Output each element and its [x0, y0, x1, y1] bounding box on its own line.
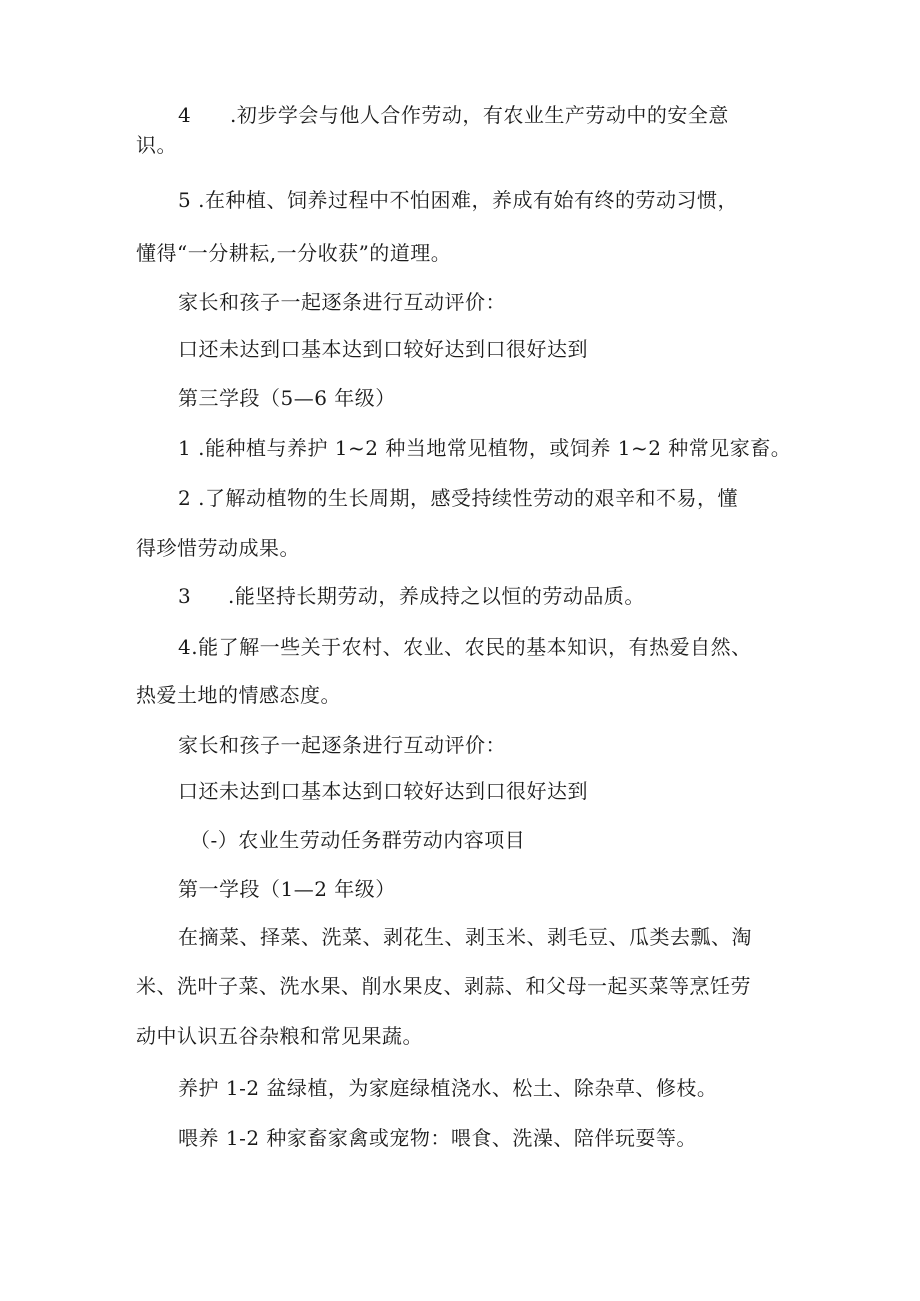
line-text: .能坚持长期劳动，养成持之以恒的劳动品质。: [228, 584, 645, 608]
section-heading: 第三学段（5—6 年级）: [178, 386, 396, 410]
rating-options: 口还未达到口基本达到口较好达到口很好达到: [178, 779, 588, 803]
paragraph-line: 识。: [136, 133, 177, 157]
rating-options: 口还未达到口基本达到口较好达到口很好达到: [178, 337, 588, 361]
paragraph-line: 2 .了解动植物的生长周期，感受持续性劳动的艰辛和不易，懂: [178, 486, 738, 510]
paragraph-line: [178, 101, 729, 129]
paragraph-line: 家长和孩子一起逐条进行互动评价：: [178, 290, 506, 314]
paragraph-line: 米、洗叶子菜、洗水果、削水果皮、剥蒜、和父母一起买菜等烹饪劳: [136, 974, 751, 998]
paragraph-line: [178, 582, 645, 610]
paragraph-line: 动中认识五谷杂粮和常见果蔬。: [136, 1024, 423, 1048]
paragraph-line: 家长和孩子一起逐条进行互动评价：: [178, 733, 506, 757]
paragraph-line: 养护 1-2 盆绿植，为家庭绿植浇水、松土、除杂草、修枝。: [178, 1076, 718, 1100]
paragraph-line: 得珍惜劳动成果。: [136, 536, 300, 560]
item-number: 3: [178, 584, 192, 608]
paragraph-line: 5 .在种植、饲养过程中不怕困难，养成有始有终的劳动习惯，: [178, 188, 738, 212]
paragraph-line: 热爱土地的情感态度。: [136, 683, 341, 707]
item-number: 4: [178, 103, 192, 127]
line-text: .初步学会与他人合作劳动，有农业生产劳动中的安全意: [230, 103, 729, 127]
section-heading: （-）农业生劳动任务群劳动内容项目: [190, 828, 526, 852]
section-heading: 第一学段（1—2 年级）: [178, 877, 396, 901]
paragraph-line: 4.能了解一些关于农村、农业、农民的基本知识，有热爱自然、: [178, 635, 752, 659]
paragraph-line: 喂养 1-2 种家畜家禽或宠物：喂食、洗澡、陪伴玩耍等。: [178, 1126, 697, 1150]
paragraph-line: 1 .能种植与养护 1~2 种当地常见植物，或饲养 1~2 种常见家畜。: [178, 436, 792, 460]
paragraph-line: 懂得“一分耕耘,一分收获”的道理。: [136, 241, 452, 265]
paragraph-line: 在摘菜、择菜、洗菜、剥花生、剥玉米、剥毛豆、瓜类去瓢、淘: [178, 925, 752, 949]
